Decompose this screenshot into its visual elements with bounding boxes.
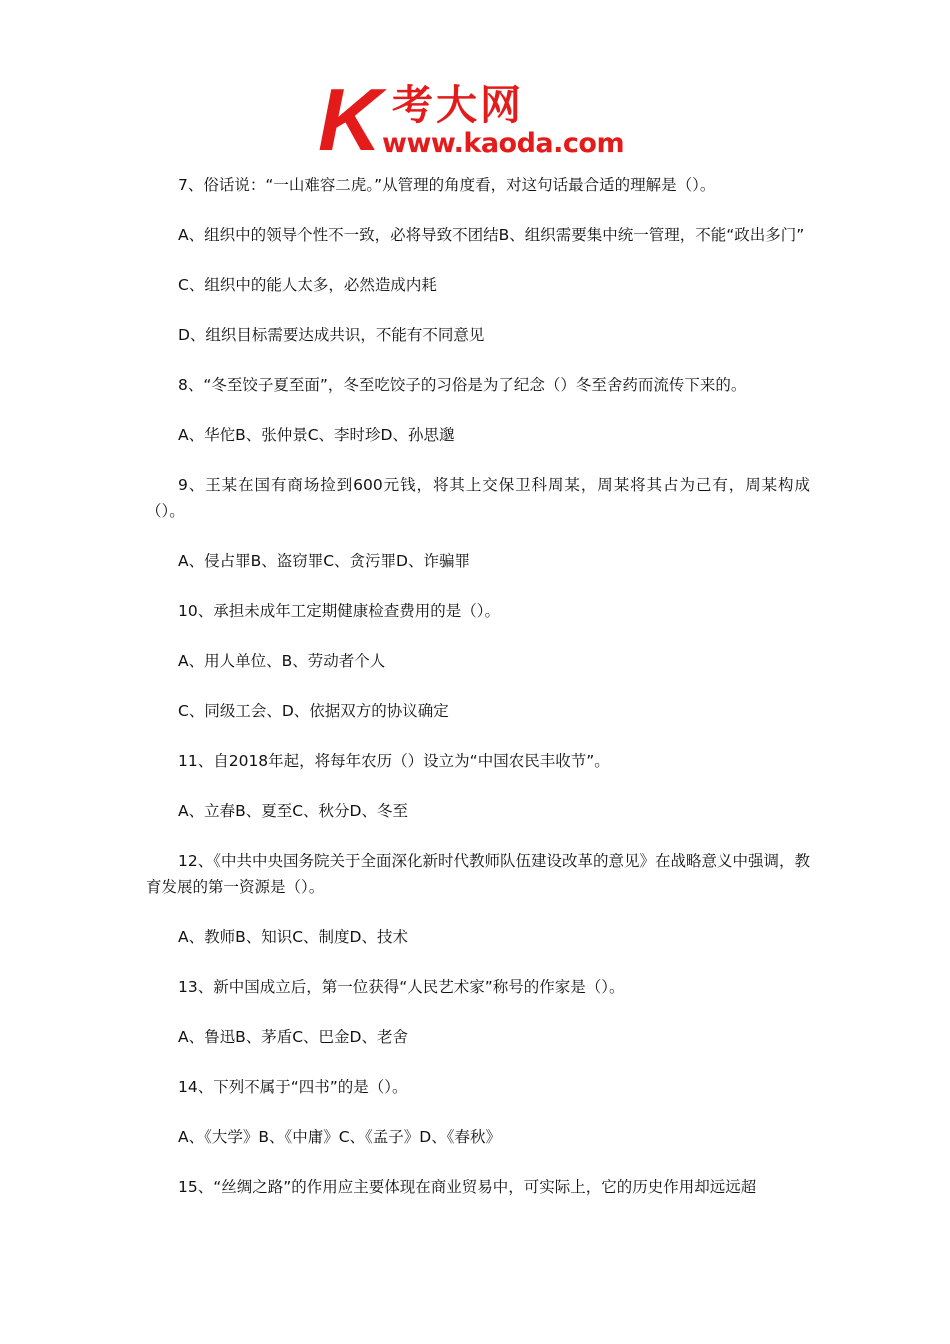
question-14-options: A、《大学》B、《中庸》C、《孟子》D、《春秋》 <box>178 1128 501 1146</box>
question-9: 9、王某在国有商场捡到600元钱，将其上交保卫科周某，周某将其占为己有，周某构成（）。 <box>146 476 810 520</box>
question-7: 7、俗话说：“一山难容二虎。”从管理的角度看，对这句话最合适的理解是（）。 <box>178 176 716 194</box>
question-7-options-ab: A、组织中的领导个性不一致，必将导致不团结B、组织需要集中统一管理，不能“政出多门” <box>178 226 805 244</box>
document-body <box>146 172 810 1224</box>
question-7-option-c: C、组织中的能人太多，必然造成内耗 <box>178 276 437 294</box>
kaoda-logo <box>318 70 638 169</box>
question-12-options: A、教师B、知识C、制度D、技术 <box>178 928 408 946</box>
logo-k-mark: K <box>318 70 378 169</box>
question-8-options: A、华佗B、张仲景C、李时珍D、孙思邈 <box>178 426 455 444</box>
question-9-options: A、侵占罪B、盗窃罪C、贪污罪D、诈骗罪 <box>178 552 470 570</box>
question-12: 12、《中共中央国务院关于全面深化新时代教师队伍建设改革的意见》在战略意义中强调，教育发展的第一资源是（）。 <box>146 852 810 896</box>
question-13: 13、新中国成立后，第一位获得“人民艺术家”称号的作家是（）。 <box>178 978 625 996</box>
logo-site-url: www.kaoda.com <box>382 128 625 159</box>
question-11: 11、自2018年起，将每年农历（）设立为“中国农民丰收节”。 <box>178 752 610 770</box>
question-11-options: A、立春B、夏至C、秋分D、冬至 <box>178 802 408 820</box>
question-8: 8、“冬至饺子夏至面”，冬至吃饺子的习俗是为了纪念（）冬至舍药而流传下来的。 <box>178 376 747 394</box>
question-10: 10、承担未成年工定期健康检查费用的是（）。 <box>178 602 500 620</box>
question-7-option-d: D、组织目标需要达成共识，不能有不同意见 <box>178 326 485 344</box>
question-14: 14、下列不属于“四书”的是（）。 <box>178 1078 408 1096</box>
question-10-options-ab: A、用人单位、B、劳动者个人 <box>178 652 386 670</box>
question-15: 15、“丝绸之路”的作用应主要体现在商业贸易中，可实际上，它的历史作用却远远超 <box>178 1178 757 1196</box>
logo-site-name: 考大网 <box>392 81 524 129</box>
question-10-options-cd: C、同级工会、D、依据双方的协议确定 <box>178 702 449 720</box>
question-13-options: A、鲁迅B、茅盾C、巴金D、老舍 <box>178 1028 408 1046</box>
